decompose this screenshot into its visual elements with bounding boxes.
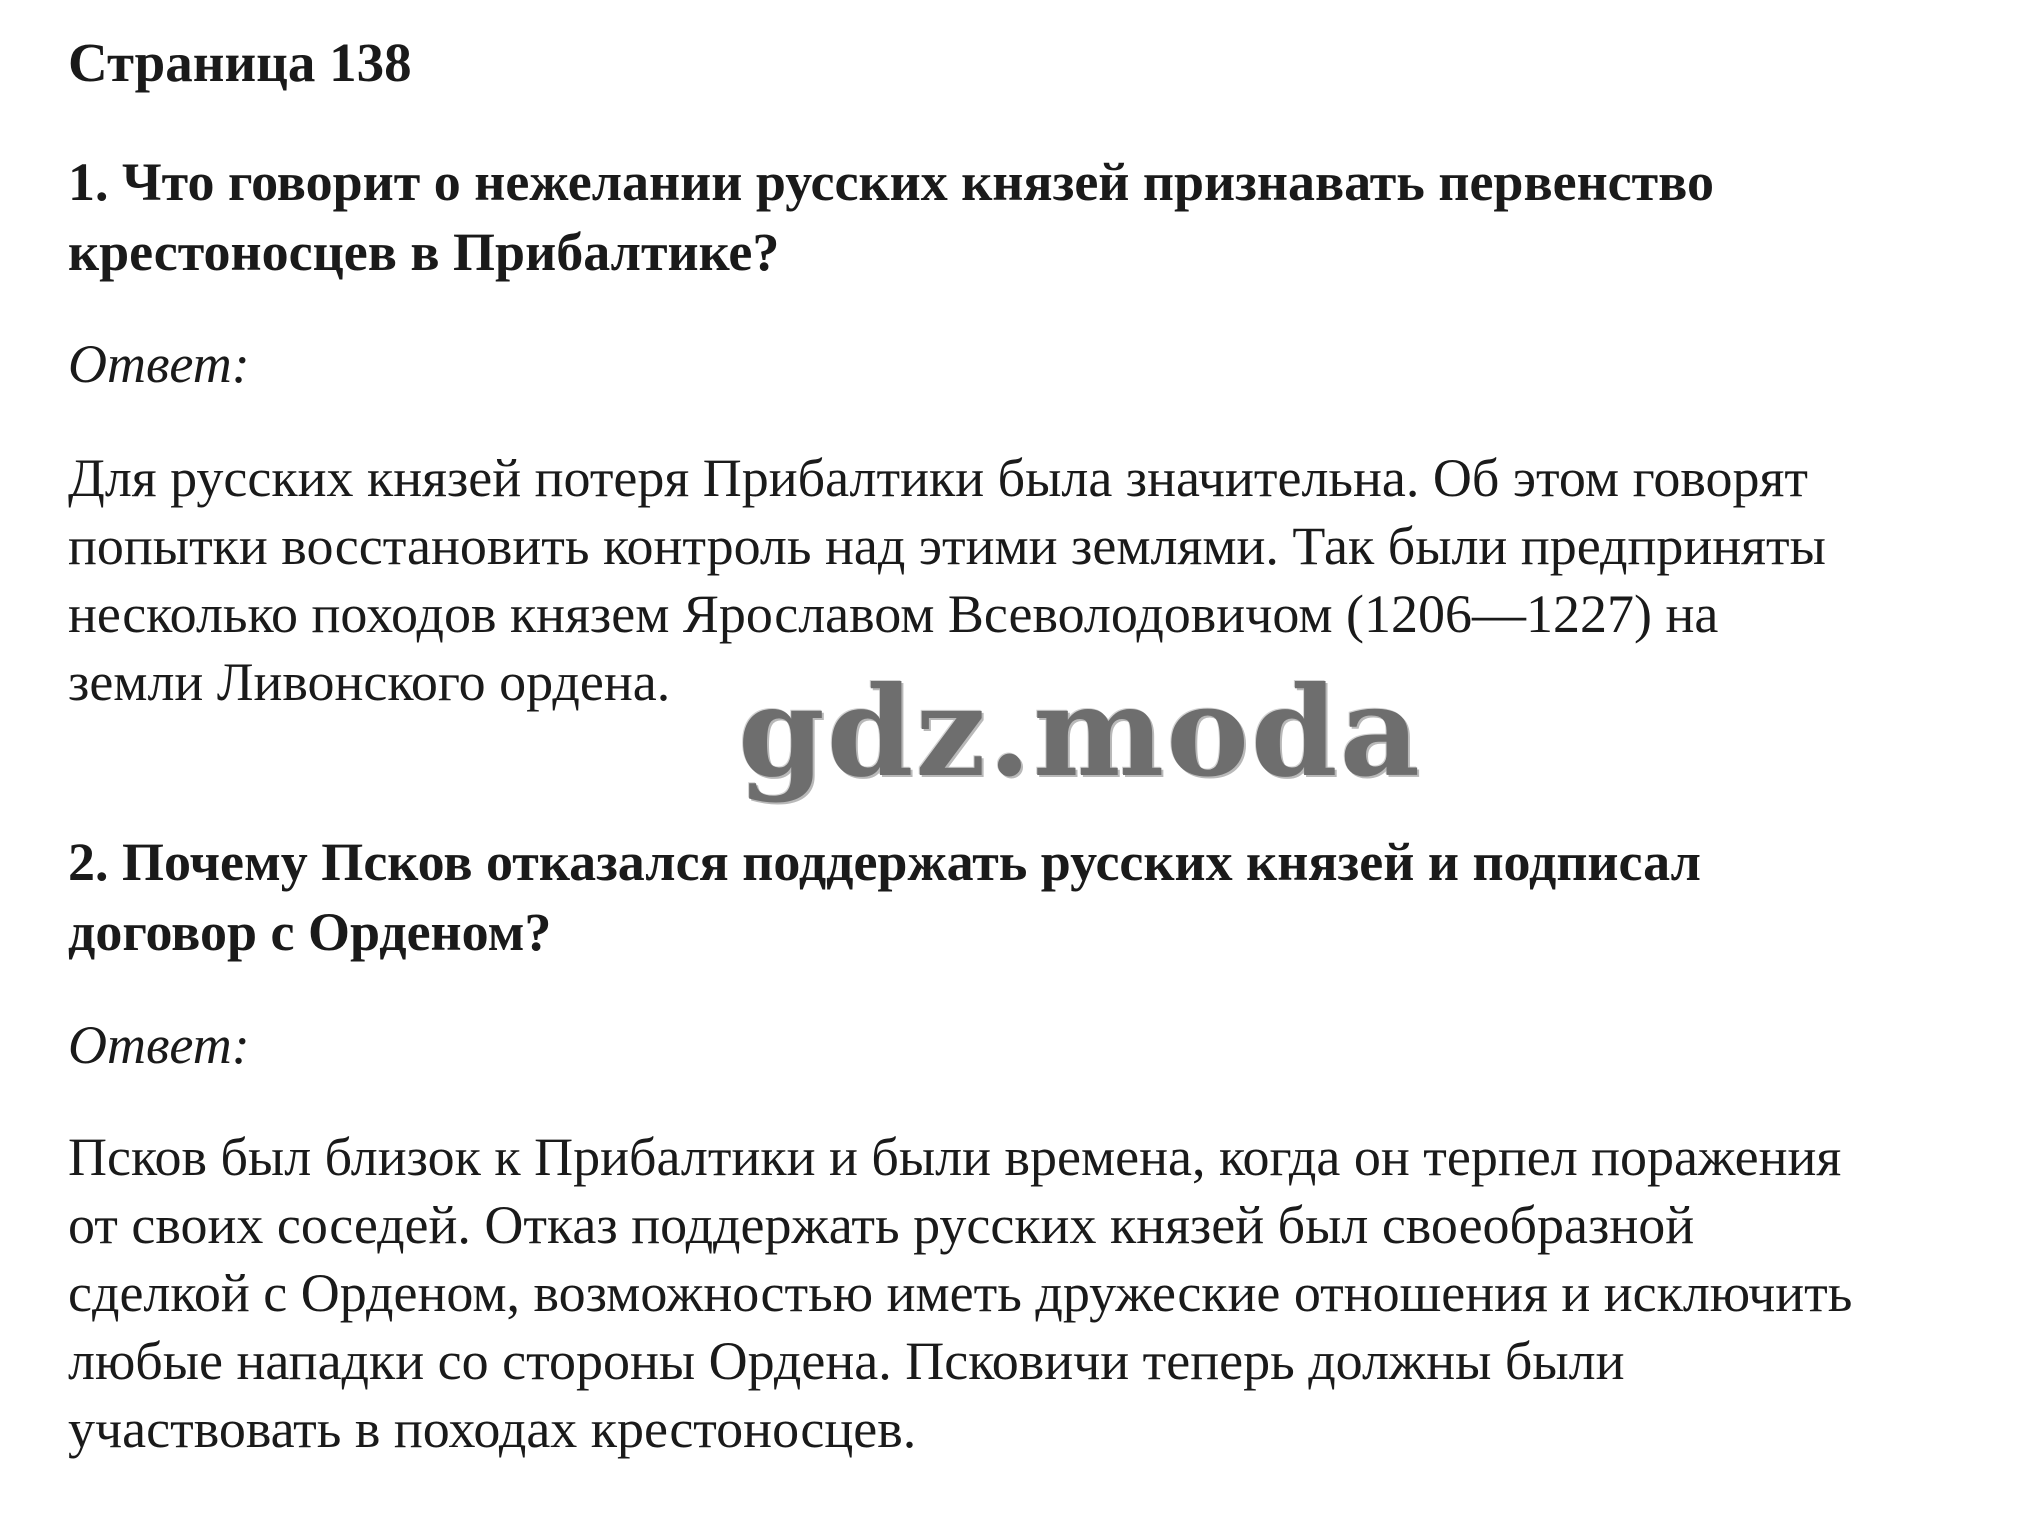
answer-2-line-4: любые нападки со стороны Ордена. Псковичи теперь должны были: [68, 1331, 1625, 1391]
question-2-line-1: 2. Почему Псков отказался поддержать русских князей и подписал: [68, 832, 1701, 892]
question-2-line-2: договор с Орденом?: [68, 902, 552, 962]
answer-1-label: Ответ:: [68, 334, 250, 394]
answer-1-line-3: несколько походов князем Ярославом Всеволодовичом (1206—1227) на: [68, 584, 1719, 644]
answer-2-line-3: сделкой с Орденом, возможностью иметь дружеские отношения и исключить: [68, 1263, 1853, 1323]
watermark-logo: gdz.moda: [738, 660, 1422, 805]
answer-2-line-2: от своих соседей. Отказ поддержать русских князей был своеобразной: [68, 1195, 1695, 1255]
answer-1-line-1: Для русских князей потеря Прибалтики была значительна. Об этом говорят: [68, 448, 1808, 508]
answer-1-line-2: попытки восстановить контроль над этими землями. Так были предприняты: [68, 516, 1826, 576]
question-2: [68, 827, 2018, 967]
answer-2-label: Ответ:: [68, 1015, 250, 1075]
answer-2-text: [68, 1123, 2028, 1463]
answer-1-line-4: земли Ливонского ордена.: [68, 652, 671, 712]
answer-2-line-5: участвовать в походах крестоносцев.: [68, 1399, 917, 1459]
question-1-line-2: крестоносцев в Прибалтике?: [68, 222, 780, 282]
question-1-line-1: 1. Что говорит о нежелании русских князей признавать первенство: [68, 152, 1714, 212]
answer-2-line-1: Псков был близок к Прибалтики и были времена, когда он терпел поражения: [68, 1127, 1842, 1187]
question-1: [68, 147, 2018, 287]
page-title: Страница 138: [68, 32, 412, 93]
